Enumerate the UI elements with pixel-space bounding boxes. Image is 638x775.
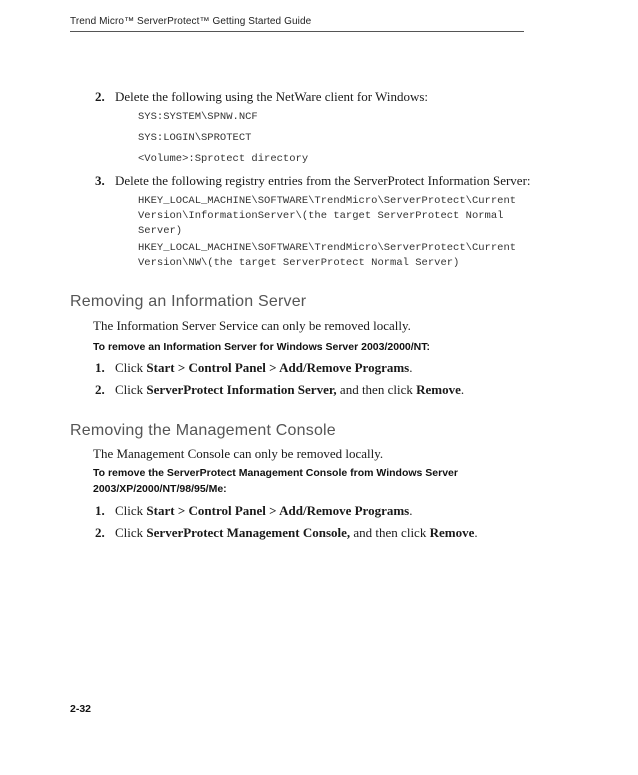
step-text: Click Start > Control Panel > Add/Remove Programs.	[115, 360, 413, 375]
registry-entry-line: HKEY_LOCAL_MACHINE\SOFTWARE\TrendMicro\ServerProtect\Current	[138, 195, 517, 207]
code-line-sprotect: SYS:LOGIN\SPROTECT	[138, 132, 252, 144]
code-line-spnw: SYS:SYSTEM\SPNW.NCF	[138, 111, 258, 123]
registry-entry-line: Version\NW\(the target ServerProtect Normal Server)	[138, 257, 460, 269]
step-number: 2.	[95, 382, 105, 397]
step-text: Delete the following using the NetWare client for Windows:	[115, 89, 428, 104]
procedure-title-line: 2003/XP/2000/NT/98/95/Me:	[93, 483, 227, 495]
step-text: Click Start > Control Panel > Add/Remove Programs.	[115, 503, 413, 518]
header-rule	[70, 31, 524, 32]
section-intro: The Management Console can only be removed locally.	[93, 446, 384, 461]
procedure-title-line: To remove the ServerProtect Management Console from Windows Server	[93, 467, 458, 479]
registry-entry-line: Version\InformationServer\(the target ServerProtect Normal	[138, 210, 504, 222]
step-number: 1.	[95, 360, 105, 375]
procedure-title: To remove an Information Server for Windows Server 2003/2000/NT:	[93, 341, 430, 353]
step-text: Click ServerProtect Management Console, and then click Remove.	[115, 525, 478, 540]
section-intro: The Information Server Service can only be removed locally.	[93, 318, 411, 333]
page-number: 2-32	[70, 703, 92, 715]
step-number: 2.	[95, 89, 105, 104]
code-line-volume: <Volume>:Sprotect directory	[138, 153, 309, 165]
section-heading-info-server: Removing an Information Server	[70, 293, 307, 310]
step-number: 3.	[95, 173, 105, 188]
running-header: Trend Micro™ ServerProtect™ Getting Started Guide	[70, 16, 312, 27]
step-number: 1.	[95, 503, 105, 518]
step-number: 2.	[95, 525, 105, 540]
step-text: Delete the following registry entries from the ServerProtect Information Server:	[115, 173, 531, 188]
registry-entry-line: Server)	[138, 225, 183, 237]
step-text: Click ServerProtect Information Server, and then click Remove.	[115, 382, 465, 397]
section-heading-management-console: Removing the Management Console	[70, 422, 336, 439]
registry-entry-line: HKEY_LOCAL_MACHINE\SOFTWARE\TrendMicro\ServerProtect\Current	[138, 242, 517, 254]
